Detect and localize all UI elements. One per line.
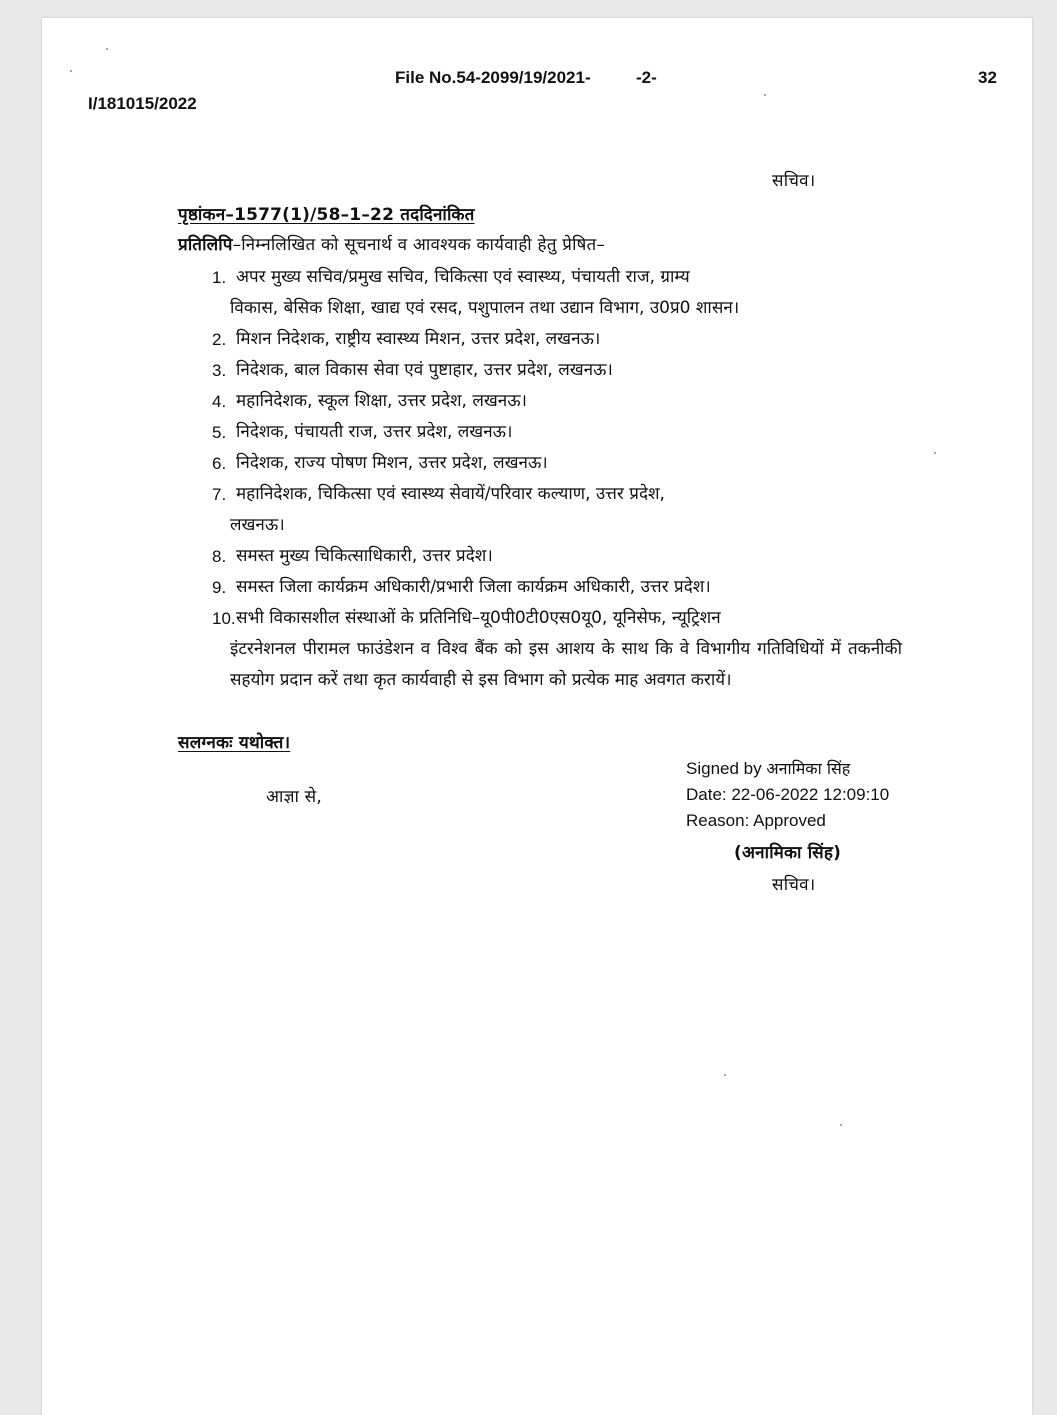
recipient-text: मिशन निदेशक, राष्ट्रीय स्वास्थ्य मिशन, उत्तर प्रदेश, लखनऊ।	[236, 329, 601, 349]
recipient-item	[212, 324, 902, 355]
recipient-number: 5.	[212, 423, 227, 442]
recipient-text: निदेशक, बाल विकास सेवा एवं पुष्टाहार, उत्तर प्रदेश, लखनऊ।	[236, 360, 613, 380]
reference-number: I/181015/2022	[88, 94, 197, 113]
recipient-text: निदेशक, पंचायती राज, उत्तर प्रदेश, लखनऊ।	[236, 422, 513, 442]
recipient-list	[212, 262, 902, 696]
scan-speck	[934, 452, 936, 454]
recipient-number: 8.	[212, 547, 227, 566]
page-marker: -2-	[636, 68, 657, 87]
copy-to-line	[178, 232, 605, 255]
file-number: File No.54-2099/19/2021-	[395, 68, 591, 87]
scan-speck	[724, 1074, 726, 1076]
copy-to-text: –निम्नलिखित को सूचनार्थ व आवश्यक कार्यवाही हेतु प्रेषित–	[232, 235, 606, 255]
scan-speck	[764, 94, 766, 96]
recipient-number: 6.	[212, 454, 227, 473]
recipient-item	[212, 386, 902, 417]
signature-date: Date: 22-06-2022 12:09:10	[686, 785, 890, 804]
recipient-text: महानिदेशक, चिकित्सा एवं स्वास्थ्य सेवायें/परिवार कल्याण, उत्तर प्रदेश,	[236, 484, 665, 504]
scan-speck	[106, 48, 108, 50]
document-page	[42, 18, 1032, 1415]
top-designation: सचिव।	[772, 171, 816, 191]
recipient-text-continued: लखनऊ।	[230, 515, 285, 535]
recipient-text: निदेशक, राज्य पोषण मिशन, उत्तर प्रदेश, लखनऊ।	[236, 453, 548, 473]
scan-speck	[70, 70, 72, 72]
recipient-number: 1.	[212, 268, 227, 287]
recipient-text: सभी विकासशील संस्थाओं के प्रतिनिधि–यू0पी0टी0एस0यू0, यूनिसेफ, न्यूट्रिशन	[236, 608, 721, 628]
page-number: 32	[978, 68, 997, 87]
recipient-text: महानिदेशक, स्कूल शिक्षा, उत्तर प्रदेश, लखनऊ।	[236, 391, 527, 411]
recipient-number: 3.	[212, 361, 227, 380]
signatory-designation: सचिव।	[772, 875, 816, 895]
recipient-text-continued: इंटरनेशनल पीरामल फाउंडेशन व विश्व बैंक को इस आशय के साथ कि वे विभागीय गतिविधियों में तकनीकी सहयोग प्रदान करें तथा कृत कार्यवाही से इस विभाग को प्रत्येक माह अवगत करायें।	[230, 639, 902, 690]
signature-reason: Reason: Approved	[686, 811, 826, 830]
recipient-item	[212, 541, 902, 572]
signed-by-label: Signed by	[686, 759, 767, 778]
scan-speck	[840, 1124, 842, 1126]
enclosure-note: सलग्नकः यथोक्त।	[178, 733, 291, 753]
recipient-text: समस्त मुख्य चिकित्साधिकारी, उत्तर प्रदेश।	[236, 546, 493, 566]
recipient-number: 4.	[212, 392, 227, 411]
recipient-item	[212, 479, 902, 541]
by-order-text: आज्ञा से,	[266, 787, 322, 807]
recipient-item	[212, 262, 902, 324]
recipient-number: 7.	[212, 485, 227, 504]
signed-by-name: अनामिका सिंह	[766, 759, 851, 778]
copy-to-label: प्रतिलिपि	[178, 235, 233, 255]
recipient-text: अपर मुख्य सचिव/प्रमुख सचिव, चिकित्सा एवं स्वास्थ्य, पंचायती राज, ग्राम्य	[236, 267, 690, 287]
recipient-number: 10.	[212, 609, 236, 628]
recipient-text: समस्त जिला कार्यक्रम अधिकारी/प्रभारी जिला कार्यक्रम अधिकारी, उत्तर प्रदेश।	[236, 577, 711, 597]
recipient-number: 2.	[212, 330, 227, 349]
endorsement-number: पृष्ठांकन–1577(1)/58–1–22 तददिनांकित	[178, 205, 475, 225]
recipient-item	[212, 355, 902, 386]
recipient-item	[212, 572, 902, 603]
recipient-item	[212, 417, 902, 448]
recipient-item	[212, 448, 902, 479]
recipient-text-continued: विकास, बेसिक शिक्षा, खाद्य एवं रसद, पशुपालन तथा उद्यान विभाग, उ0प्र0 शासन।	[230, 298, 740, 318]
signatory-name: (अनामिका सिंह)	[734, 843, 842, 863]
digital-signature-block	[686, 756, 889, 834]
recipient-number: 9.	[212, 578, 227, 597]
signed-by-line	[686, 756, 889, 782]
recipient-item	[212, 603, 902, 696]
